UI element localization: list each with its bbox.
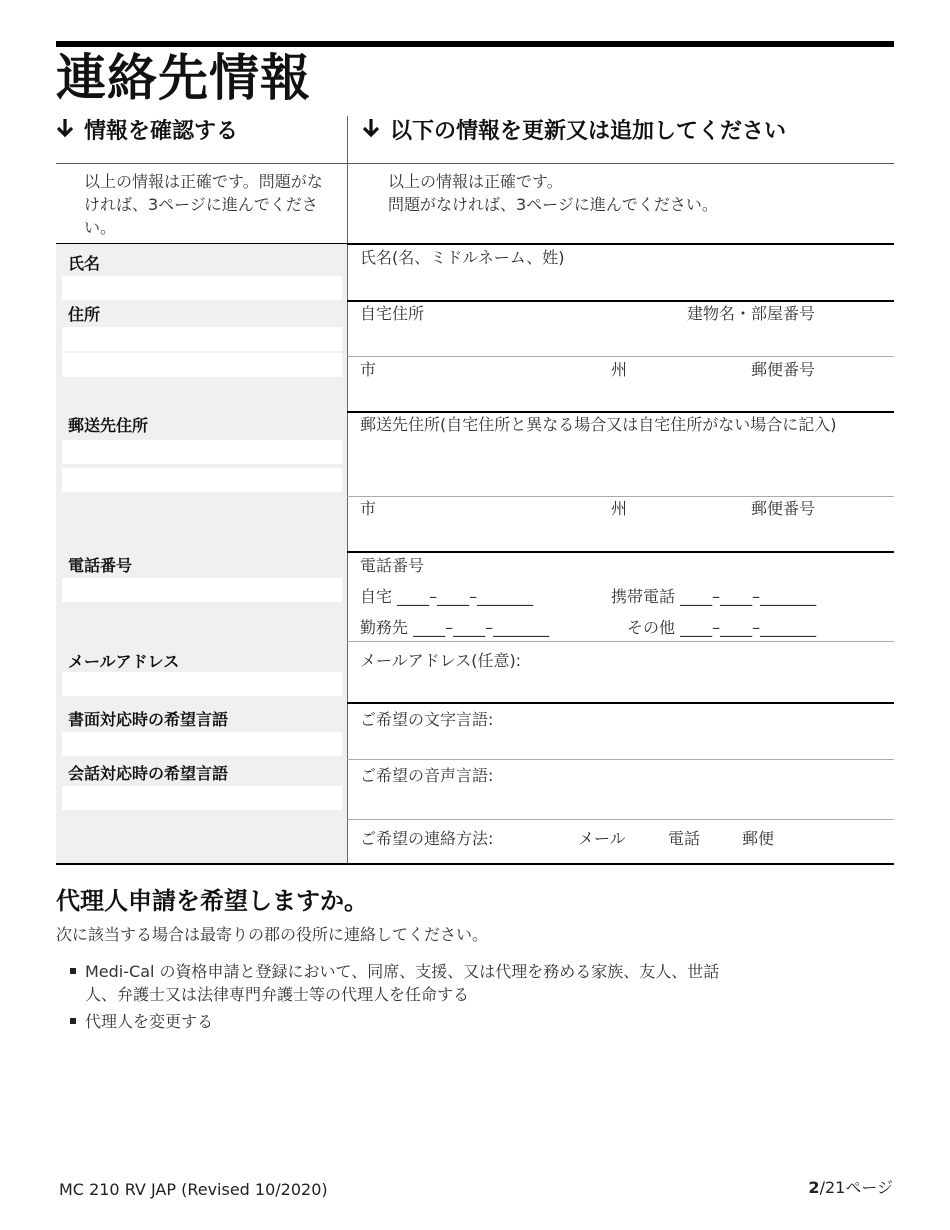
list-item-text: Medi-Cal の資格申請と登録において、同席、支援、又は代理を務める家族、友人、世話人、弁護士又は法律専門弁護士等の代理人を任命する bbox=[85, 962, 720, 1004]
arrow-down-icon bbox=[362, 116, 382, 148]
divider bbox=[347, 551, 894, 553]
name-value bbox=[62, 276, 342, 300]
page-total: /21ページ bbox=[819, 1178, 893, 1197]
divider bbox=[56, 863, 894, 865]
phone-label: 電話番号 bbox=[68, 556, 133, 575]
mobile-phone-field[interactable]: 携帯電話 ____–____–_______ bbox=[611, 587, 817, 606]
contact-mail-option[interactable]: 郵便 bbox=[742, 829, 775, 848]
divider bbox=[347, 759, 894, 760]
home-phone-field[interactable]: 自宅 ____–____–_______ bbox=[360, 587, 534, 606]
phone-value bbox=[62, 578, 342, 602]
written-language-field[interactable]: ご希望の文字言語: bbox=[360, 710, 494, 729]
form-id: MC 210 RV JAP (Revised 10/2020) bbox=[59, 1180, 328, 1199]
email-label: メールアドレス bbox=[68, 652, 180, 671]
divider bbox=[347, 496, 894, 497]
spoken-language-field[interactable]: ご希望の音声言語: bbox=[360, 766, 494, 785]
bullet-icon bbox=[70, 968, 76, 974]
right-column-header bbox=[362, 116, 786, 148]
divider bbox=[56, 163, 894, 164]
arrow-down-icon bbox=[56, 116, 76, 148]
bullet-icon bbox=[70, 1018, 76, 1024]
mail-city-field[interactable]: 市 bbox=[360, 499, 377, 518]
home-address-field[interactable]: 自宅住所 bbox=[360, 304, 425, 323]
spoken-language-label: 会話対応時の希望言語 bbox=[68, 764, 229, 783]
page-current: 2 bbox=[808, 1178, 820, 1197]
right-column-header-text: 以下の情報を更新又は追加してください bbox=[390, 119, 787, 144]
address-value-line1 bbox=[62, 327, 342, 351]
page-title: 連絡先情報 bbox=[56, 49, 311, 107]
list-item-text: 代理人を変更する bbox=[85, 1012, 214, 1031]
email-field[interactable]: メールアドレス(任意): bbox=[360, 651, 522, 670]
representative-heading: 代理人申請を希望しますか。 bbox=[56, 887, 368, 915]
left-note: 以上の情報は正確です。問題がなければ、3ページに進んでください。 bbox=[84, 172, 323, 237]
contact-method-label: ご希望の連絡方法: bbox=[360, 829, 494, 848]
mailing-address-field[interactable]: 郵送先住所(自宅住所と異なる場合又は自宅住所がない場合に記入) bbox=[360, 415, 837, 434]
column-divider bbox=[347, 116, 348, 865]
representative-intro: 次に該当する場合は最寄りの郡の役所に連絡してください。 bbox=[56, 925, 489, 944]
left-column-header bbox=[56, 116, 238, 148]
contact-phone-option[interactable]: 電話 bbox=[668, 829, 701, 848]
work-phone-field[interactable]: 勤務先 ____–____–_______ bbox=[360, 618, 550, 637]
mail-zip-field[interactable]: 郵便番号 bbox=[751, 499, 816, 518]
spoken-language-value bbox=[62, 786, 342, 810]
divider bbox=[347, 356, 894, 357]
mailing-value-line2 bbox=[62, 468, 342, 492]
phone-title: 電話番号 bbox=[360, 556, 425, 575]
mailing-value-line1 bbox=[62, 440, 342, 464]
mailing-label: 郵送先住所 bbox=[68, 416, 149, 435]
written-language-value bbox=[62, 732, 342, 756]
list-item bbox=[70, 1010, 213, 1033]
zip-field[interactable]: 郵便番号 bbox=[751, 360, 816, 379]
name-label: 氏名 bbox=[68, 254, 101, 273]
page-number bbox=[808, 1177, 893, 1199]
apt-field[interactable]: 建物名・部屋番号 bbox=[687, 304, 816, 323]
top-rule bbox=[56, 41, 894, 47]
divider bbox=[347, 819, 894, 820]
divider bbox=[347, 641, 894, 642]
mail-state-field[interactable]: 州 bbox=[611, 499, 628, 518]
written-language-label: 書面対応時の希望言語 bbox=[68, 710, 229, 729]
other-phone-field[interactable]: その他 ____–____–_______ bbox=[627, 618, 817, 637]
left-column-header-text: 情報を確認する bbox=[84, 119, 239, 144]
right-note-line2: 問題がなければ、3ページに進んでください。 bbox=[388, 195, 718, 214]
contact-email-option[interactable]: メール bbox=[578, 829, 626, 848]
divider bbox=[347, 411, 894, 413]
city-field[interactable]: 市 bbox=[360, 360, 377, 379]
divider bbox=[347, 702, 894, 704]
list-item bbox=[70, 960, 750, 1006]
address-label: 住所 bbox=[68, 305, 101, 324]
state-field[interactable]: 州 bbox=[611, 360, 628, 379]
full-name-field[interactable]: 氏名(名、ミドルネーム、姓) bbox=[360, 248, 565, 267]
right-note-line1: 以上の情報は正確です。 bbox=[388, 172, 563, 191]
email-value bbox=[62, 672, 342, 696]
divider bbox=[347, 300, 894, 302]
address-value-line2 bbox=[62, 353, 342, 377]
